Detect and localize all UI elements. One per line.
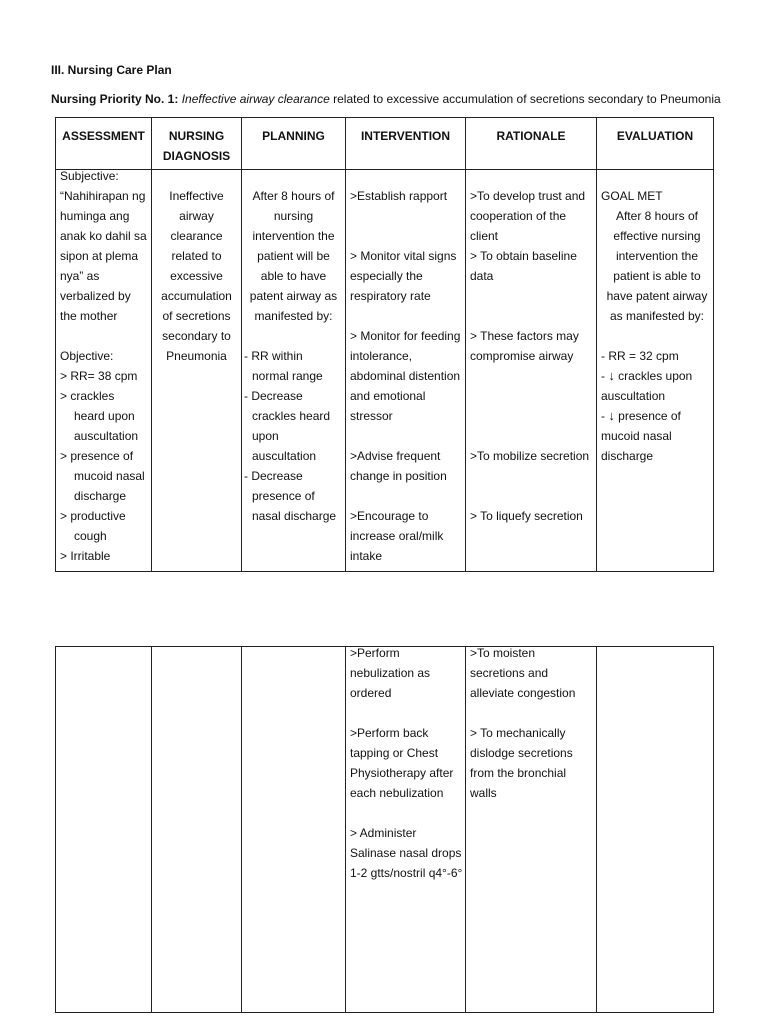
assessment-cell-empty: [56, 647, 152, 1013]
rationale-liquefy: > To liquefy secretion: [470, 509, 583, 523]
rationale-trust: >To develop trust and: [470, 189, 586, 203]
priority-diagnosis: Ineffective airway clearance: [181, 92, 330, 106]
assessment-irritable: > Irritable: [60, 549, 111, 563]
intervention-fluids: >Encourage to: [350, 509, 429, 523]
priority-rest: related to excessive accumulation of secretions secondary to Pneumonia: [329, 92, 721, 106]
quote-line: “Nahihirapan ng: [60, 189, 146, 203]
intervention-feeding: > Monitor for feeding: [350, 329, 461, 343]
rationale-mobilize: >To mobilize secretion: [470, 449, 590, 463]
quote-line: nya” as: [60, 269, 100, 283]
nursing-priority-line: [51, 91, 721, 107]
care-plan-row: [56, 170, 714, 572]
intervention-cpt: >Perform back: [350, 726, 429, 740]
planning-cell: After 8 hours of nursing intervention the patient will be able to have patent airway as manifested by: - RR within normal range - Decrease crackles heard upon auscultation - Decrease presence of nasal discharge: [242, 170, 346, 572]
intervention-cell: >Establish rapport > Monitor vital signs especially the respiratory rate > Monitor for feeding intolerance, abdominal distention and emotional stressor >Advise frequent change in position >Encourage to increase oral/milk intake: [346, 170, 466, 572]
intervention-rapport: >Establish rapport: [350, 189, 448, 203]
intervention-cell-continued: >Perform nebulization as ordered >Perform back tapping or Chest Physiotherapy after each nebulization > Administer Salinase nasal drops 1-2 gtts/nostril q4°-6°: [346, 647, 466, 1013]
rationale-cell: >To develop trust and cooperation of the client > To obtain baseline data > These factors may compromise airway >To mobilize secretion > To liquefy secretion: [466, 170, 597, 572]
intervention-drops: > Administer: [350, 826, 417, 840]
objective-label: Objective:: [60, 349, 114, 363]
priority-label: Nursing Priority No. 1:: [51, 92, 179, 106]
intervention-neb: >Perform: [350, 646, 400, 660]
rationale-moisten: >To moisten: [470, 646, 536, 660]
evaluation-crackles: - ↓ crackles upon: [601, 368, 693, 383]
quote-line: anak ko dahil sa: [60, 229, 147, 243]
planning-cell-empty: [242, 647, 346, 1013]
intervention-header: INTERVENTION: [346, 118, 466, 170]
evaluation-cell: GOAL MET After 8 hours of effective nursing intervention the patient is able to have patent airway as manifested by: - RR = 32 cpm - ↓ crackles upon auscultation - ↓ presence of mucoid nasal discharge: [597, 170, 714, 572]
evaluation-mucoid: - ↓ presence of: [601, 408, 681, 423]
care-plan-table-continued: [55, 646, 714, 1013]
subjective-label: Subjective:: [60, 169, 119, 183]
diagnosis-cell: Ineffective airway clearance related to excessive accumulation of secretions secondary to Pneumonia: [152, 170, 242, 572]
assessment-rr: > RR= 38 cpm: [60, 369, 138, 383]
evaluation-header: EVALUATION: [597, 118, 714, 170]
rationale-dislodge: > To mechanically: [470, 726, 566, 740]
assessment-cell: Subjective: “Nahihirapan ng huminga ang anak ko dahil sa sipon at plema nya” as verbalized by the mother Objective: > RR= 38 cpm > crackles heard upon auscultation > presence of mucoid nasal discharge > productive cough > Irritable: [56, 170, 152, 572]
assessment-header: ASSESSMENT: [56, 118, 152, 170]
rationale-airway: > These factors may: [470, 329, 579, 343]
care-plan-table: [55, 117, 714, 572]
planning-nasal: - Decrease: [244, 469, 303, 483]
care-plan-row-continued: [56, 647, 714, 1013]
quote-line: the mother: [60, 309, 118, 323]
assessment-cough: > productive: [60, 509, 126, 523]
quote-line: sipon at plema: [60, 249, 139, 263]
planning-rr: - RR within: [244, 349, 303, 363]
quote-line: huminga ang: [60, 209, 130, 223]
rationale-cell-continued: >To moisten secretions and alleviate congestion > To mechanically dislodge secretions from the bronchial walls: [466, 647, 597, 1013]
intervention-position: >Advise frequent: [350, 449, 441, 463]
planning-header: PLANNING: [242, 118, 346, 170]
planning-crackles: - Decrease: [244, 389, 303, 403]
goal-met: GOAL MET: [601, 189, 663, 203]
diagnosis-cell-empty: [152, 647, 242, 1013]
assessment-crackles: > crackles: [60, 389, 115, 403]
rationale-header: RATIONALE: [466, 118, 597, 170]
header-row: [56, 118, 714, 170]
quote-line: verbalized by: [60, 289, 131, 303]
down-arrow-icon: ↓: [608, 368, 615, 383]
down-arrow-icon: ↓: [608, 408, 615, 423]
assessment-mucoid: > presence of: [60, 449, 134, 463]
section-heading: III. Nursing Care Plan: [51, 63, 172, 77]
rationale-baseline: > To obtain baseline: [470, 249, 577, 263]
evaluation-rr: - RR = 32 cpm: [601, 349, 679, 363]
evaluation-cell-empty: [597, 647, 714, 1013]
intervention-vitals: > Monitor vital signs: [350, 249, 457, 263]
nursing-diagnosis-header: NURSING DIAGNOSIS: [152, 118, 242, 170]
